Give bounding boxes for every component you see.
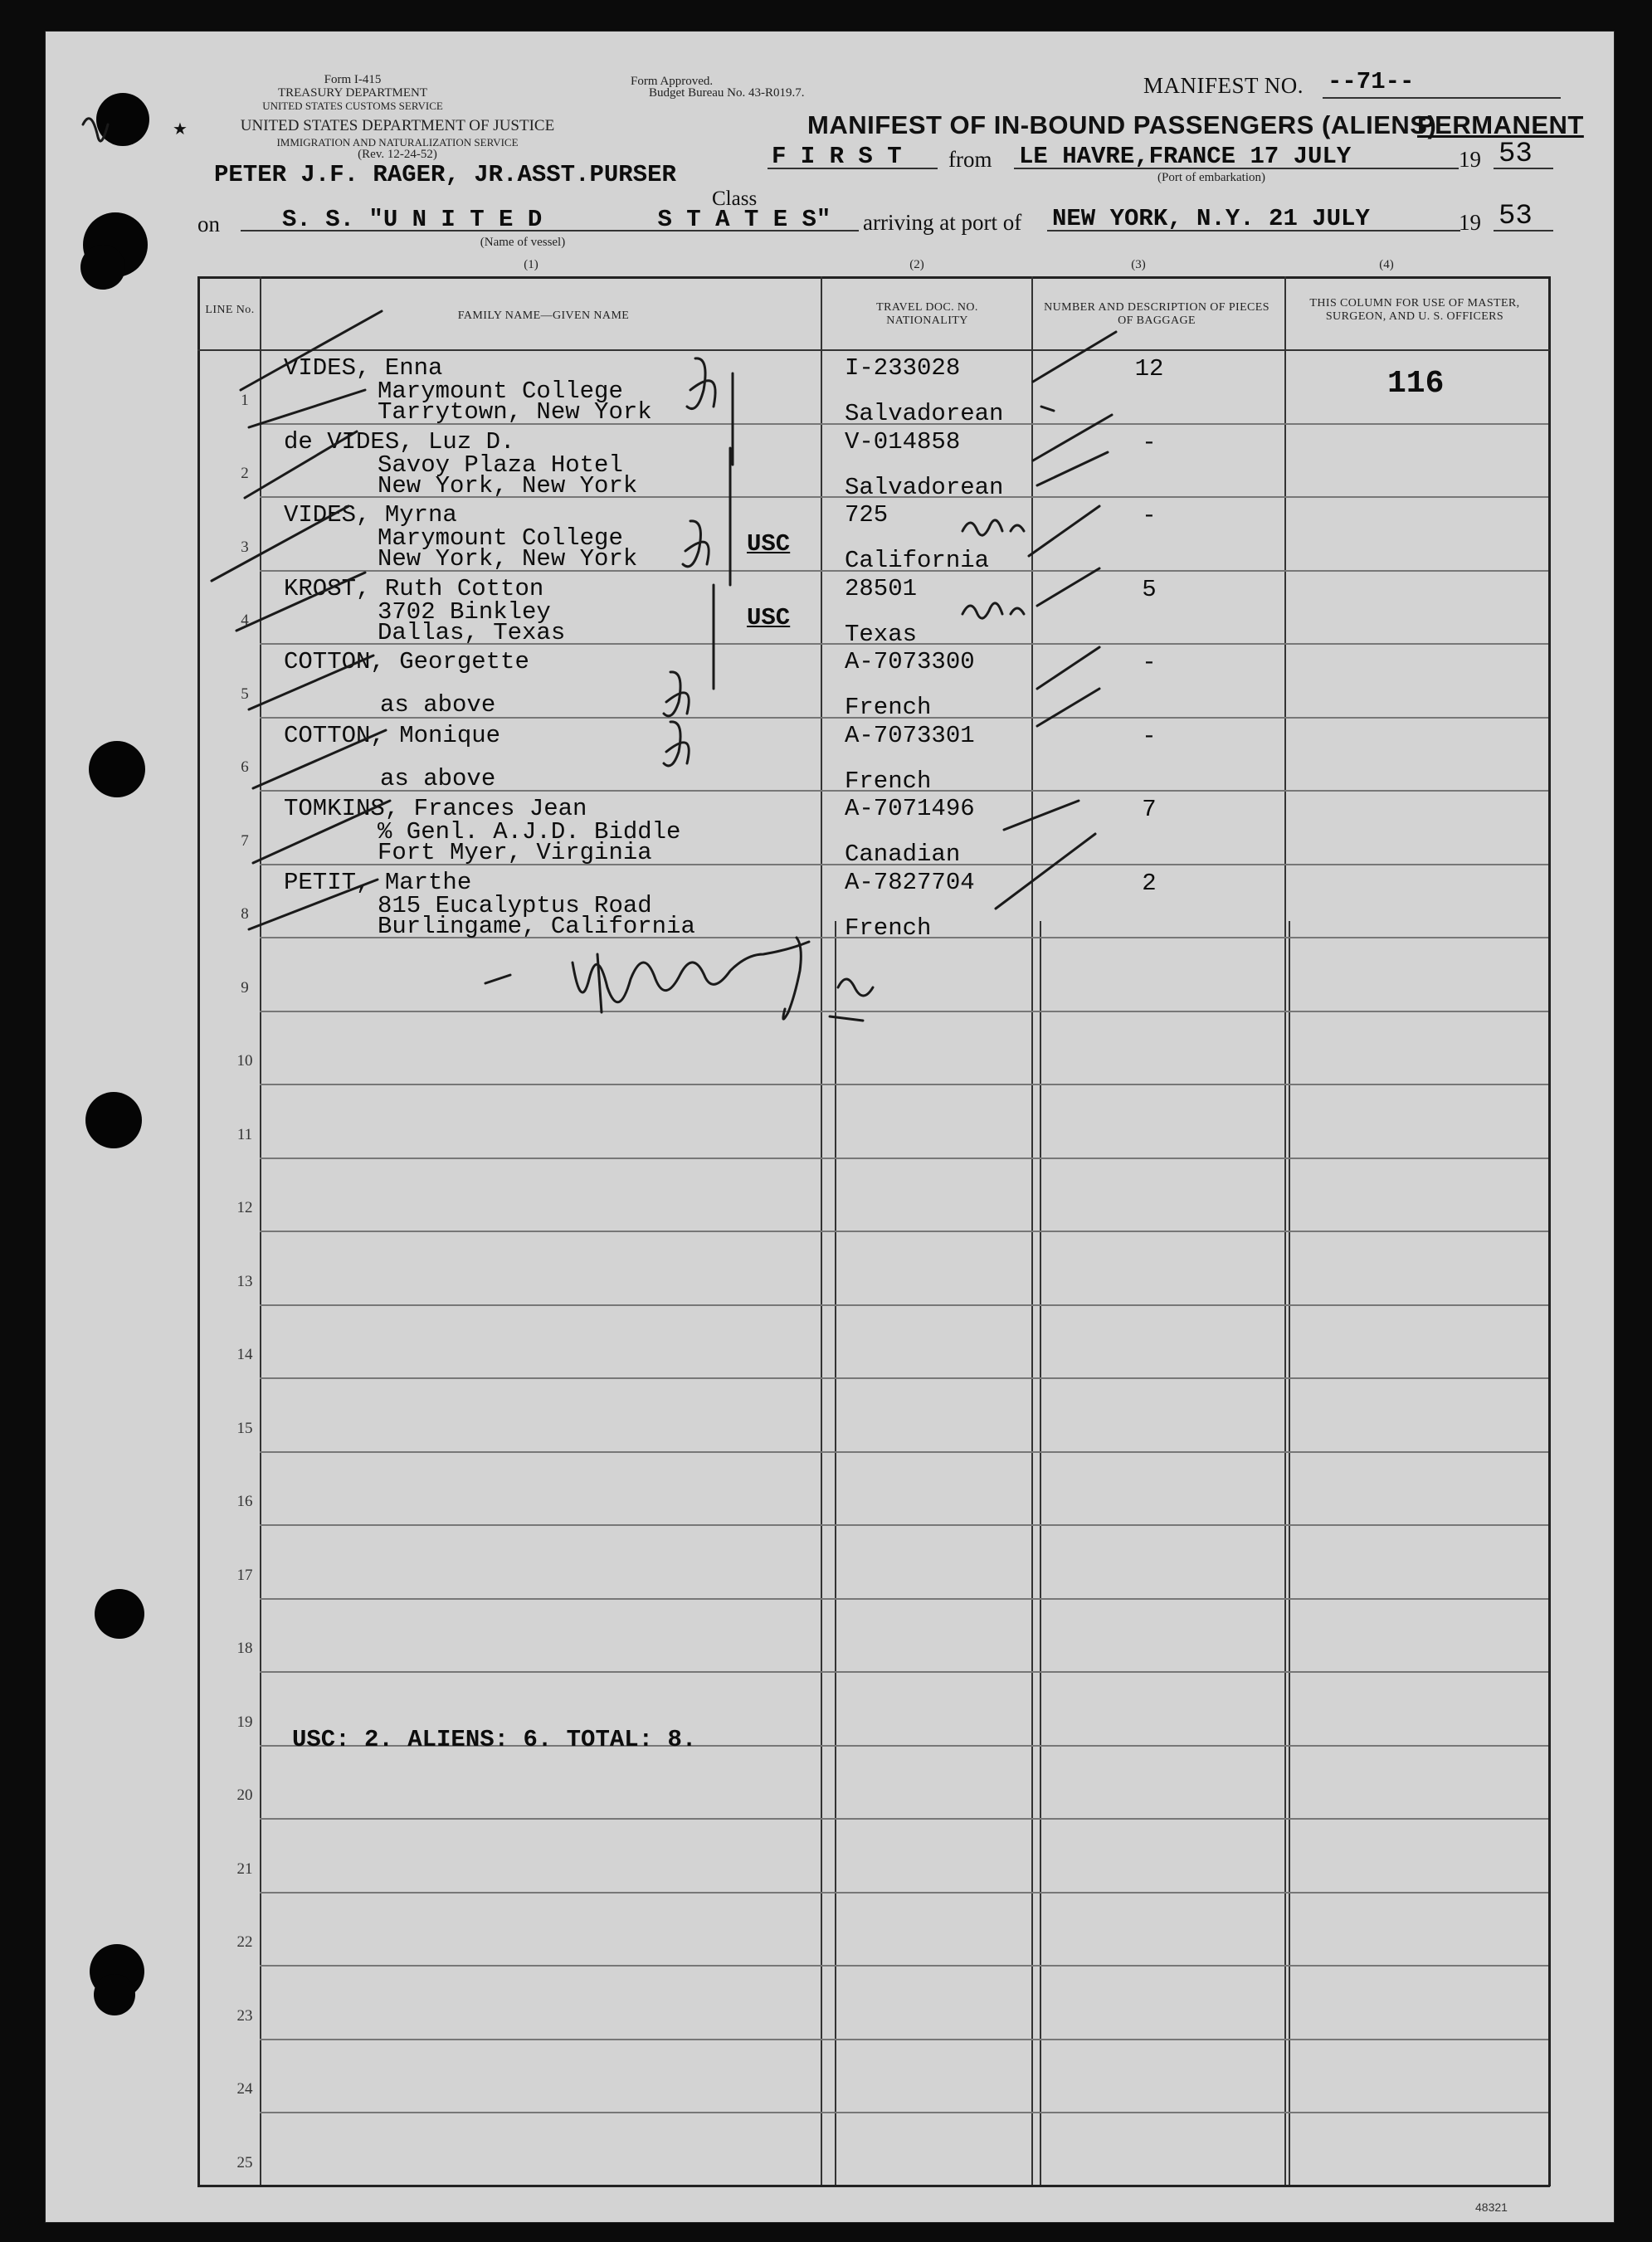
baggage-count: 2: [1142, 869, 1157, 897]
year-embarkation: 53: [1498, 139, 1533, 170]
col-header-line-no: LINE No.: [205, 304, 255, 316]
binder-hole: [96, 93, 149, 146]
passenger-address-1: Marymount College: [378, 524, 623, 552]
nationality: Salvadorean: [845, 473, 1004, 501]
col-num-1: (1): [524, 258, 538, 271]
vessel-underline: [241, 230, 859, 232]
star-mark: ★: [173, 120, 188, 139]
nationality: California: [845, 547, 990, 574]
baggage-count: -: [1142, 428, 1157, 456]
baggage-count: 12: [1134, 355, 1164, 383]
class-value: F I R S T: [772, 143, 902, 170]
line-number: 17: [236, 1566, 253, 1584]
passenger-address-2: Burlingame, California: [378, 912, 695, 940]
year-underline: [1494, 168, 1553, 169]
row-rule: [260, 2039, 1548, 2040]
col-header-baggage: NUMBER AND DESCRIPTION OF PIECES OF BAGGAGE: [1044, 301, 1269, 327]
year-arrival-underline: [1494, 230, 1553, 232]
year-prefix-arrival: 19: [1459, 210, 1481, 235]
passenger-address-1: as above: [380, 691, 496, 719]
baggage-count: -: [1142, 502, 1157, 529]
row-rule: [260, 1084, 1548, 1085]
vessel-caption: (Name of vessel): [480, 236, 566, 249]
nationality: French: [845, 767, 932, 795]
travel-doc-no: 725: [845, 501, 889, 529]
vessel-name: S. S. "U N I T E D S T A T E S": [282, 206, 831, 233]
justice-dept: UNITED STATES DEPARTMENT OF JUSTICE: [240, 117, 555, 134]
passenger-address-2: New York, New York: [378, 545, 638, 573]
port-of-embarkation: LE HAVRE,FRANCE 17 JULY: [1019, 143, 1352, 170]
budget-bureau: Budget Bureau No. 43-R019.7.: [649, 86, 805, 100]
nationality: Canadian: [845, 841, 961, 868]
row-rule: [260, 1231, 1548, 1232]
line-number: 12: [236, 1199, 253, 1216]
usc-flag: USC: [747, 603, 791, 631]
manifest-no-label: MANIFEST NO.: [1143, 73, 1304, 98]
travel-doc-no: A-7827704: [845, 868, 975, 896]
nationality: French: [845, 694, 932, 721]
passenger-address-2: New York, New York: [378, 471, 638, 500]
line-number: 6: [241, 758, 249, 776]
passenger-address-1: 3702 Binkley: [378, 597, 551, 626]
form-print-number: 48321: [1475, 2201, 1508, 2214]
arrival-underline: [1047, 230, 1460, 232]
line-number: 21: [236, 1859, 253, 1878]
line-number: 5: [241, 685, 249, 703]
line-number: 3: [241, 538, 249, 556]
class-label: Class: [712, 188, 758, 210]
manifest-page: [46, 32, 1614, 2222]
row-rule: [260, 2112, 1548, 2113]
passenger-name: COTTON, Georgette: [284, 648, 529, 675]
passenger-address-1: Savoy Plaza Hotel: [378, 451, 623, 479]
year-prefix: 19: [1459, 147, 1481, 172]
travel-doc-no: I-233028: [845, 354, 961, 382]
line-number: 1: [241, 391, 249, 409]
binder-hole: [80, 245, 125, 290]
passenger-address-2: Tarrytown, New York: [378, 398, 652, 426]
officer-name: PETER J.F. RAGER, JR.ASST.PURSER: [214, 161, 676, 188]
baggage-count: -: [1142, 722, 1157, 750]
row-rule: [260, 1011, 1548, 1012]
binder-hole: [94, 1974, 135, 2015]
baggage-count: -: [1142, 649, 1157, 676]
passenger-address-2: Dallas, Texas: [378, 618, 566, 646]
manifest-title: MANIFEST OF IN-BOUND PASSENGERS (ALIENS): [807, 110, 1437, 139]
manifest-number: --71--: [1328, 68, 1415, 95]
year-arrival: 53: [1498, 201, 1533, 232]
line-number: 18: [236, 1640, 253, 1657]
line-number: 24: [236, 2080, 253, 2098]
row-rule: [260, 1158, 1548, 1159]
row-rule: [260, 1598, 1548, 1600]
passenger-name: de VIDES, Luz D.: [284, 427, 515, 456]
col-num-2: (2): [909, 258, 924, 271]
passenger-address-1: % Genl. A.J.D. Biddle: [378, 818, 681, 846]
travel-doc-no: A-7071496: [845, 795, 975, 822]
line-number: 23: [236, 2006, 253, 2025]
manifest-status: PERMANENT: [1417, 110, 1584, 139]
form-number: Form I-415: [324, 73, 382, 86]
row-rule: [260, 1671, 1548, 1673]
passenger-name: VIDES, Myrna: [284, 501, 457, 529]
ins-service: IMMIGRATION AND NATURALIZATION SERVICE: [276, 136, 519, 149]
passenger-name: VIDES, Enna: [284, 354, 443, 382]
travel-doc-no: A-7073300: [845, 648, 975, 675]
customs-service: UNITED STATES CUSTOMS SERVICE: [262, 100, 443, 112]
row-rule: [260, 1451, 1548, 1453]
form-approved: Form Approved.: [631, 75, 714, 88]
binder-hole: [89, 741, 145, 797]
line-number: 8: [241, 905, 249, 923]
row-rule: [260, 1892, 1548, 1894]
line-number: 14: [236, 1346, 253, 1363]
row-rule: [260, 1377, 1548, 1379]
passenger-name: TOMKINS, Frances Jean: [284, 795, 587, 822]
travel-doc-no: 28501: [845, 574, 918, 602]
port-embark-caption: (Port of embarkation): [1157, 171, 1265, 184]
col-header-officers: THIS COLUMN FOR USE OF MASTER, SURGEON, AND U. S. OFFICERS: [1309, 297, 1520, 323]
usc-flag: USC: [747, 530, 791, 558]
passenger-address-1: 815 Eucalyptus Road: [378, 891, 652, 919]
col-num-4: (4): [1379, 258, 1394, 271]
line-number: 15: [236, 1419, 253, 1437]
row-rule: [260, 1818, 1548, 1820]
line-number: 4: [241, 612, 249, 629]
nationality: Salvadorean: [845, 400, 1004, 427]
row-rule: [260, 1965, 1548, 1967]
line-number: 20: [236, 1786, 253, 1804]
nationality: Texas: [845, 620, 918, 648]
class-underline: [768, 168, 938, 169]
officer-mark: 116: [1387, 366, 1445, 402]
passenger-name: KROST, Ruth Cotton: [284, 574, 544, 602]
col-header-name: FAMILY NAME—GIVEN NAME: [457, 309, 630, 322]
line-number: 16: [236, 1493, 253, 1510]
form-revision: (Rev. 12-24-52): [358, 148, 437, 161]
line-number: 9: [241, 978, 249, 997]
nationality: French: [845, 914, 932, 942]
passenger-address-1: as above: [380, 764, 496, 792]
on-label: on: [197, 212, 220, 236]
line-number: 22: [236, 1933, 253, 1951]
line-number: 13: [236, 1272, 253, 1290]
line-number: 25: [236, 2153, 253, 2171]
baggage-count: 5: [1142, 575, 1157, 603]
travel-doc-no: A-7073301: [845, 721, 975, 749]
manifest-no-underline: [1323, 97, 1561, 99]
line-number: 10: [236, 1052, 253, 1070]
treasury-dept: TREASURY DEPARTMENT: [277, 86, 428, 100]
from-label: from: [948, 147, 992, 172]
baggage-count: 7: [1142, 796, 1157, 823]
summary-totals: USC: 2. ALIENS: 6. TOTAL: 8.: [292, 1726, 697, 1753]
line-number: 7: [241, 831, 249, 850]
row-rule: [260, 1524, 1548, 1526]
row-rule: [260, 1304, 1548, 1306]
passenger-name: PETIT, Marthe: [284, 868, 472, 896]
arriving-label: arriving at port of: [863, 210, 1022, 235]
embark-underline: [1014, 168, 1459, 169]
passenger-address-2: Fort Myer, Virginia: [378, 839, 652, 866]
col-header-doc: TRAVEL DOC. NO. NATIONALITY: [876, 301, 978, 327]
line-number: 2: [241, 465, 249, 482]
binder-hole: [85, 1092, 142, 1148]
port-of-arrival: NEW YORK, N.Y. 21 JULY: [1052, 205, 1370, 232]
passenger-address-1: Marymount College: [378, 378, 623, 405]
line-number: 19: [236, 1713, 253, 1731]
travel-doc-no: V-014858: [845, 427, 961, 456]
col-num-3: (3): [1131, 258, 1146, 271]
line-number: 11: [236, 1125, 253, 1143]
passenger-name: COTTON, Monique: [284, 721, 501, 749]
binder-hole: [95, 1589, 144, 1639]
